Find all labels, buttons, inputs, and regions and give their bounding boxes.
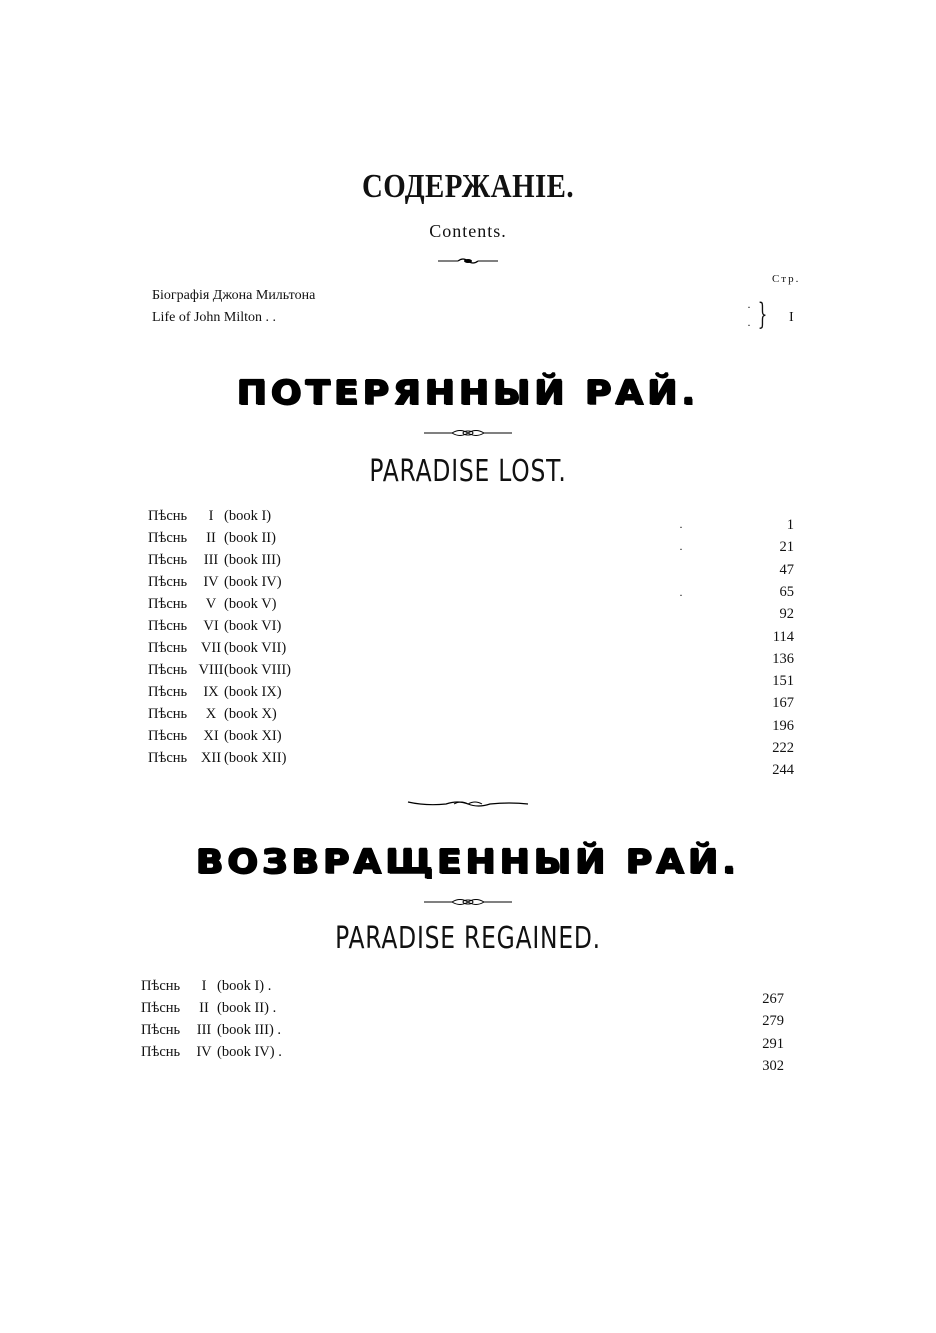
section-title-ru: ВОЗВРАЩЕННЫЙ РАЙ. xyxy=(196,843,740,882)
toc-page-number: 21 xyxy=(779,539,794,556)
canto-number: XI xyxy=(203,728,219,744)
toc-entry xyxy=(148,530,276,547)
canto-word: Пѣснь xyxy=(148,662,188,678)
canto-number: V xyxy=(205,596,217,612)
page-subtitle: Contents. xyxy=(429,221,507,241)
canto-book: (book XII) xyxy=(224,750,287,766)
page-column-label: Стр. xyxy=(772,273,801,285)
toc-page-number: 291 xyxy=(762,1035,784,1052)
leader-dot: · xyxy=(679,520,683,534)
brace-icon: } xyxy=(757,297,768,332)
canto-book: (book III) . xyxy=(217,1022,282,1038)
toc-page-number: 1 xyxy=(786,517,794,533)
toc-entry xyxy=(148,728,282,745)
canto-word: Пѣснь xyxy=(141,1044,181,1060)
toc-entry xyxy=(148,618,281,635)
biography-page: I xyxy=(789,310,794,325)
toc-page-number: 167 xyxy=(772,695,794,712)
toc-entry xyxy=(148,662,291,679)
toc-page-number: 114 xyxy=(772,628,794,645)
toc-entry xyxy=(148,684,282,701)
canto-number: XII xyxy=(200,750,222,766)
canto-word: Пѣснь xyxy=(141,1000,181,1016)
toc-entry xyxy=(148,750,286,767)
canto-number: I xyxy=(208,508,214,524)
toc-page-number: 151 xyxy=(772,673,794,690)
canto-book: (book V) xyxy=(224,596,277,612)
section-title-en: PARADISE REGAINED. xyxy=(335,921,601,956)
canto-word: Пѣснь xyxy=(148,508,188,524)
canto-book: (book IX) xyxy=(224,684,282,700)
canto-word: Пѣснь xyxy=(148,596,188,612)
toc-entry xyxy=(148,596,277,613)
ornament-divider-icon xyxy=(0,897,936,907)
canto-book: (book VIII) xyxy=(224,662,291,678)
leader-dot: · xyxy=(679,542,683,556)
toc-entry xyxy=(141,1044,282,1061)
canto-number: II xyxy=(199,1000,209,1016)
leader-dot: · xyxy=(747,300,751,314)
canto-number: IX xyxy=(203,684,219,700)
canto-word: Пѣснь xyxy=(148,574,188,590)
canto-book: (book II) . xyxy=(217,1000,277,1016)
toc-page-number: 279 xyxy=(762,1013,784,1030)
canto-number: III xyxy=(196,1022,212,1038)
canto-book: (book IV) . xyxy=(217,1044,282,1060)
toc-page-number: 92 xyxy=(779,606,794,623)
canto-number: VIII xyxy=(198,662,224,678)
toc-entry xyxy=(148,574,282,591)
toc-page-number: 222 xyxy=(772,740,794,756)
toc-page-number: 244 xyxy=(772,762,794,779)
canto-book: (book III) xyxy=(224,552,281,568)
section-title-ru: ПОТЕРЯННЫЙ РАЙ. xyxy=(236,374,700,413)
canto-number: II xyxy=(206,530,216,546)
toc-entry xyxy=(141,1022,281,1039)
canto-word: Пѣснь xyxy=(148,728,188,744)
canto-book: (book VI) xyxy=(224,618,282,634)
canto-book: (book IV) xyxy=(224,574,282,590)
canto-word: Пѣснь xyxy=(148,640,188,656)
toc-page-number: 136 xyxy=(772,650,794,667)
canto-book: (book I) xyxy=(224,508,272,524)
toc-entry xyxy=(148,706,277,723)
canto-word: Пѣснь xyxy=(148,750,188,766)
ornament-divider-icon xyxy=(0,798,936,810)
canto-word: Пѣснь xyxy=(148,706,188,722)
canto-number: IV xyxy=(203,574,219,590)
canto-word: Пѣснь xyxy=(148,684,188,700)
page-title: СОДЕРЖАНІЕ. xyxy=(361,168,575,205)
canto-word: Пѣснь xyxy=(148,618,188,634)
leader-dot: · xyxy=(747,318,751,332)
canto-book: (book I) . xyxy=(217,978,272,994)
canto-number: I xyxy=(201,978,207,994)
toc-entry xyxy=(141,978,271,995)
canto-word: Пѣснь xyxy=(141,1022,181,1038)
canto-word: Пѣснь xyxy=(141,978,181,994)
canto-book: (book II) xyxy=(224,530,276,546)
ornament-divider-icon xyxy=(0,256,936,266)
canto-number: VI xyxy=(203,618,219,634)
toc-entry xyxy=(148,640,286,657)
ornament-divider-icon xyxy=(0,428,936,438)
section-title-en: PARADISE LOST. xyxy=(369,454,567,489)
canto-book: (book X) xyxy=(224,706,277,722)
toc-entry xyxy=(141,1000,276,1017)
toc-entry xyxy=(148,508,271,525)
toc-page-number: 267 xyxy=(762,991,784,1007)
toc-entry xyxy=(148,552,281,569)
canto-number: X xyxy=(205,706,217,722)
toc-page-number: 196 xyxy=(772,717,794,734)
toc-page-number: 47 xyxy=(779,561,794,578)
leader-dot: · xyxy=(679,588,683,602)
toc-page-number: 65 xyxy=(779,583,794,600)
canto-number: III xyxy=(203,552,219,568)
biography-line-en: Life of John Milton . . xyxy=(152,310,277,325)
canto-word: Пѣснь xyxy=(148,530,188,546)
canto-book: (book VII) xyxy=(224,640,287,656)
toc-page-number: 302 xyxy=(762,1057,784,1074)
canto-number: IV xyxy=(196,1044,212,1060)
canto-word: Пѣснь xyxy=(148,552,188,568)
canto-number: VII xyxy=(200,640,222,656)
canto-book: (book XI) xyxy=(224,728,282,744)
biography-line-ru: Біографія Джона Мильтона xyxy=(152,288,316,303)
